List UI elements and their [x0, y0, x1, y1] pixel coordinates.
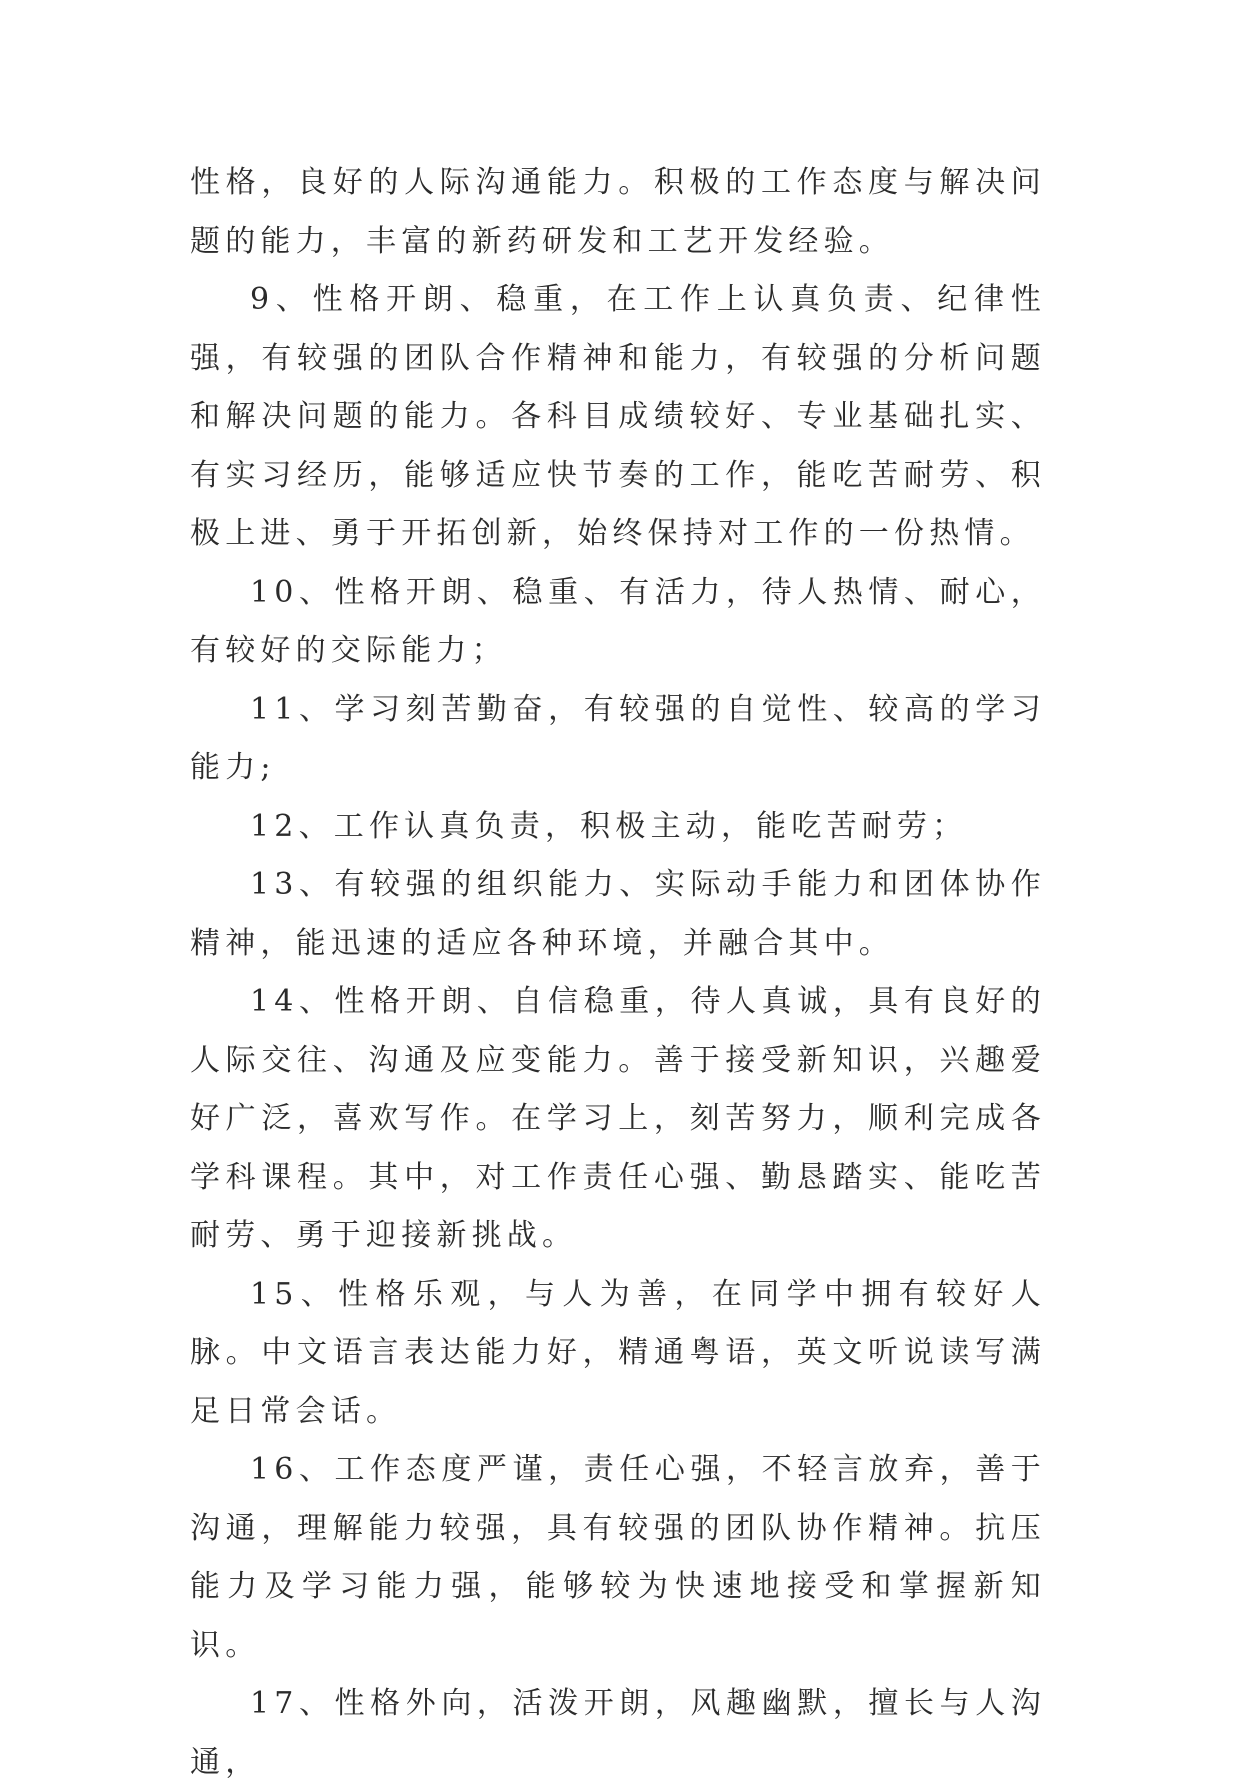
paragraph-item-16: 16、工作态度严谨，责任心强，不轻言放弃，善于沟通，理解能力较强，具有较强的团队协作精神。抗压能力及学习能力强，能够较为快速地接受和掌握新知识。: [190, 1452, 1046, 1663]
paragraph-item-11: 11、学习刻苦勤奋，有较强的自觉性、较高的学习能力;: [190, 691, 1046, 785]
paragraph-item-17: 17、性格外向，活泼开朗，风趣幽默，擅长与人沟通，: [190, 1686, 1046, 1780]
paragraph-item-15: 15、性格乐观，与人为善，在同学中拥有较好人脉。中文语言表达能力好，精通粤语，英文听说读写满足日常会话。: [190, 1276, 1046, 1429]
paragraph-item-9: 9、性格开朗、稳重，在工作上认真负责、纪律性强，有较强的团队合作精神和能力，有较强的分析问题和解决问题的能力。各科目成绩较好、专业基础扎实、有实习经历，能够适应快节奏的工作，能吃苦耐劳、积极上进、勇于开拓创新，始终保持对工作的一份热情。: [190, 282, 1046, 551]
paragraph-item-12: 12、工作认真负责，积极主动，能吃苦耐劳；: [250, 808, 968, 844]
paragraph-item-14: 14、性格开朗、自信稳重，待人真诚，具有良好的人际交往、沟通及应变能力。善于接受新知识，兴趣爱好广泛，喜欢写作。在学习上，刻苦努力，顺利完成各学科课程。其中，对工作责任心强、勤恳踏实、能吃苦耐劳、勇于迎接新挑战。: [190, 984, 1046, 1253]
paragraph-item-10: 10、性格开朗、稳重、有活力，待人热情、耐心，有较好的交际能力；: [190, 574, 1046, 668]
document-body: [190, 154, 1046, 1792]
paragraph-continuation: 性格，良好的人际沟通能力。积极的工作态度与解决问题的能力，丰富的新药研发和工艺开发经验。: [190, 165, 1046, 259]
paragraph-item-13: 13、有较强的组织能力、实际动手能力和团体协作精神，能迅速的适应各种环境，并融合其中。: [190, 867, 1046, 961]
